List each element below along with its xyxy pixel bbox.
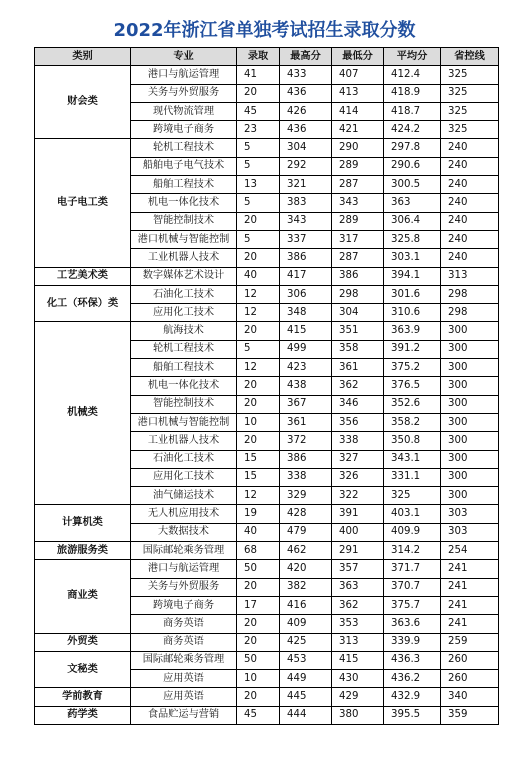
max-score-cell: 386 <box>280 450 332 468</box>
admitted-count-cell: 15 <box>237 468 280 486</box>
min-score-cell: 421 <box>332 121 384 139</box>
avg-score-cell: 363.9 <box>384 322 441 340</box>
max-score-cell: 337 <box>280 230 332 248</box>
min-score-cell: 415 <box>332 651 384 669</box>
max-score-cell: 329 <box>280 487 332 505</box>
admitted-count-cell: 12 <box>237 285 280 303</box>
avg-score-cell: 424.2 <box>384 121 441 139</box>
major-cell: 商务英语 <box>131 633 237 651</box>
avg-score-cell: 394.1 <box>384 267 441 285</box>
control-line-cell: 240 <box>441 230 499 248</box>
max-score-cell: 433 <box>280 66 332 84</box>
min-score-cell: 287 <box>332 176 384 194</box>
category-cell: 文秘类 <box>35 651 131 688</box>
admitted-count-cell: 40 <box>237 267 280 285</box>
max-score-cell: 386 <box>280 249 332 267</box>
control-line-cell: 300 <box>441 395 499 413</box>
max-score-cell: 361 <box>280 413 332 431</box>
min-score-cell: 298 <box>332 285 384 303</box>
major-cell: 关务与外贸服务 <box>131 84 237 102</box>
avg-score-cell: 436.2 <box>384 670 441 688</box>
min-score-cell: 414 <box>332 102 384 120</box>
avg-score-cell: 343.1 <box>384 450 441 468</box>
admitted-count-cell: 13 <box>237 176 280 194</box>
control-line-cell: 254 <box>441 542 499 560</box>
category-cell: 药学类 <box>35 706 131 724</box>
min-score-cell: 429 <box>332 688 384 706</box>
min-score-cell: 430 <box>332 670 384 688</box>
min-score-cell: 287 <box>332 249 384 267</box>
major-cell: 港口机械与智能控制 <box>131 230 237 248</box>
min-score-cell: 391 <box>332 505 384 523</box>
min-score-cell: 290 <box>332 139 384 157</box>
control-line-cell: 303 <box>441 523 499 541</box>
admitted-count-cell: 10 <box>237 670 280 688</box>
major-cell: 船舶工程技术 <box>131 359 237 377</box>
control-line-cell: 241 <box>441 615 499 633</box>
category-cell: 旅游服务类 <box>35 542 131 560</box>
major-cell: 石油化工技术 <box>131 285 237 303</box>
avg-score-cell: 350.8 <box>384 432 441 450</box>
major-cell: 应用英语 <box>131 670 237 688</box>
avg-score-cell: 339.9 <box>384 633 441 651</box>
max-score-cell: 444 <box>280 706 332 724</box>
category-cell: 学前教育 <box>35 688 131 706</box>
control-line-cell: 300 <box>441 468 499 486</box>
admitted-count-cell: 19 <box>237 505 280 523</box>
header-admitted: 录取 <box>237 48 280 66</box>
max-score-cell: 415 <box>280 322 332 340</box>
min-score-cell: 289 <box>332 212 384 230</box>
admitted-count-cell: 20 <box>237 249 280 267</box>
control-line-cell: 240 <box>441 176 499 194</box>
min-score-cell: 356 <box>332 413 384 431</box>
admitted-count-cell: 50 <box>237 560 280 578</box>
table-row <box>35 322 499 340</box>
max-score-cell: 462 <box>280 542 332 560</box>
min-score-cell: 357 <box>332 560 384 578</box>
admitted-count-cell: 20 <box>237 578 280 596</box>
max-score-cell: 436 <box>280 121 332 139</box>
major-cell: 港口机械与智能控制 <box>131 413 237 431</box>
admitted-count-cell: 68 <box>237 542 280 560</box>
table-row <box>35 505 499 523</box>
max-score-cell: 416 <box>280 596 332 614</box>
major-cell: 工业机器人技术 <box>131 432 237 450</box>
major-cell: 应用化工技术 <box>131 304 237 322</box>
control-line-cell: 300 <box>441 450 499 468</box>
category-cell: 商业类 <box>35 560 131 633</box>
control-line-cell: 298 <box>441 285 499 303</box>
avg-score-cell: 303.1 <box>384 249 441 267</box>
control-line-cell: 240 <box>441 249 499 267</box>
admitted-count-cell: 45 <box>237 706 280 724</box>
major-cell: 大数据技术 <box>131 523 237 541</box>
control-line-cell: 241 <box>441 560 499 578</box>
table-row <box>35 139 499 157</box>
min-score-cell: 291 <box>332 542 384 560</box>
avg-score-cell: 412.4 <box>384 66 441 84</box>
max-score-cell: 453 <box>280 651 332 669</box>
header-min-score: 最低分 <box>332 48 384 66</box>
max-score-cell: 438 <box>280 377 332 395</box>
control-line-cell: 240 <box>441 139 499 157</box>
category-cell: 化工（环保）类 <box>35 285 131 322</box>
control-line-cell: 313 <box>441 267 499 285</box>
admitted-count-cell: 12 <box>237 359 280 377</box>
control-line-cell: 300 <box>441 340 499 358</box>
major-cell: 应用化工技术 <box>131 468 237 486</box>
control-line-cell: 260 <box>441 651 499 669</box>
max-score-cell: 479 <box>280 523 332 541</box>
major-cell: 油气储运技术 <box>131 487 237 505</box>
avg-score-cell: 352.6 <box>384 395 441 413</box>
admitted-count-cell: 20 <box>237 395 280 413</box>
avg-score-cell: 325 <box>384 487 441 505</box>
major-cell: 机电一体化技术 <box>131 194 237 212</box>
max-score-cell: 382 <box>280 578 332 596</box>
category-cell: 机械类 <box>35 322 131 505</box>
header-avg-score: 平均分 <box>384 48 441 66</box>
major-cell: 无人机应用技术 <box>131 505 237 523</box>
control-line-cell: 240 <box>441 194 499 212</box>
major-cell: 跨境电子商务 <box>131 596 237 614</box>
major-cell: 国际邮轮乘务管理 <box>131 651 237 669</box>
table-body <box>35 66 499 725</box>
control-line-cell: 300 <box>441 322 499 340</box>
major-cell: 跨境电子商务 <box>131 121 237 139</box>
major-cell: 智能控制技术 <box>131 212 237 230</box>
control-line-cell: 241 <box>441 578 499 596</box>
major-cell: 轮机工程技术 <box>131 340 237 358</box>
min-score-cell: 343 <box>332 194 384 212</box>
max-score-cell: 423 <box>280 359 332 377</box>
table-row <box>35 651 499 669</box>
table-row <box>35 542 499 560</box>
major-cell: 轮机工程技术 <box>131 139 237 157</box>
max-score-cell: 292 <box>280 157 332 175</box>
control-line-cell: 303 <box>441 505 499 523</box>
max-score-cell: 338 <box>280 468 332 486</box>
min-score-cell: 327 <box>332 450 384 468</box>
major-cell: 石油化工技术 <box>131 450 237 468</box>
avg-score-cell: 363 <box>384 194 441 212</box>
avg-score-cell: 418.9 <box>384 84 441 102</box>
max-score-cell: 409 <box>280 615 332 633</box>
avg-score-cell: 371.7 <box>384 560 441 578</box>
avg-score-cell: 325.8 <box>384 230 441 248</box>
min-score-cell: 361 <box>332 359 384 377</box>
admitted-count-cell: 10 <box>237 413 280 431</box>
admitted-count-cell: 20 <box>237 615 280 633</box>
max-score-cell: 321 <box>280 176 332 194</box>
max-score-cell: 428 <box>280 505 332 523</box>
min-score-cell: 363 <box>332 578 384 596</box>
control-line-cell: 300 <box>441 432 499 450</box>
avg-score-cell: 436.3 <box>384 651 441 669</box>
admitted-count-cell: 20 <box>237 688 280 706</box>
admitted-count-cell: 12 <box>237 304 280 322</box>
control-line-cell: 325 <box>441 102 499 120</box>
avg-score-cell: 432.9 <box>384 688 441 706</box>
major-cell: 食品贮运与营销 <box>131 706 237 724</box>
control-line-cell: 240 <box>441 157 499 175</box>
admitted-count-cell: 5 <box>237 194 280 212</box>
admitted-count-cell: 5 <box>237 157 280 175</box>
max-score-cell: 343 <box>280 212 332 230</box>
admitted-count-cell: 20 <box>237 432 280 450</box>
max-score-cell: 426 <box>280 102 332 120</box>
max-score-cell: 449 <box>280 670 332 688</box>
admitted-count-cell: 5 <box>237 230 280 248</box>
table-row <box>35 285 499 303</box>
control-line-cell: 300 <box>441 377 499 395</box>
major-cell: 智能控制技术 <box>131 395 237 413</box>
control-line-cell: 300 <box>441 359 499 377</box>
table-row <box>35 267 499 285</box>
control-line-cell: 325 <box>441 121 499 139</box>
category-cell: 工艺美术类 <box>35 267 131 285</box>
avg-score-cell: 376.5 <box>384 377 441 395</box>
control-line-cell: 260 <box>441 670 499 688</box>
max-score-cell: 445 <box>280 688 332 706</box>
major-cell: 港口与航运管理 <box>131 560 237 578</box>
avg-score-cell: 306.4 <box>384 212 441 230</box>
header-category: 类别 <box>35 48 131 66</box>
category-cell: 计算机类 <box>35 505 131 542</box>
control-line-cell: 340 <box>441 688 499 706</box>
header-max-score: 最高分 <box>280 48 332 66</box>
admission-scores-table <box>34 47 499 725</box>
control-line-cell: 241 <box>441 596 499 614</box>
control-line-cell: 325 <box>441 66 499 84</box>
min-score-cell: 353 <box>332 615 384 633</box>
control-line-cell: 300 <box>441 487 499 505</box>
major-cell: 数字媒体艺术设计 <box>131 267 237 285</box>
major-cell: 现代物流管理 <box>131 102 237 120</box>
avg-score-cell: 391.2 <box>384 340 441 358</box>
header-major: 专业 <box>131 48 237 66</box>
table-row <box>35 633 499 651</box>
admitted-count-cell: 20 <box>237 212 280 230</box>
avg-score-cell: 300.5 <box>384 176 441 194</box>
avg-score-cell: 314.2 <box>384 542 441 560</box>
major-cell: 航海技术 <box>131 322 237 340</box>
major-cell: 关务与外贸服务 <box>131 578 237 596</box>
major-cell: 机电一体化技术 <box>131 377 237 395</box>
category-cell: 外贸类 <box>35 633 131 651</box>
major-cell: 国际邮轮乘务管理 <box>131 542 237 560</box>
admitted-count-cell: 5 <box>237 340 280 358</box>
min-score-cell: 289 <box>332 157 384 175</box>
max-score-cell: 383 <box>280 194 332 212</box>
min-score-cell: 362 <box>332 377 384 395</box>
table-row <box>35 560 499 578</box>
table-row <box>35 66 499 84</box>
avg-score-cell: 363.6 <box>384 615 441 633</box>
max-score-cell: 425 <box>280 633 332 651</box>
control-line-cell: 240 <box>441 212 499 230</box>
avg-score-cell: 358.2 <box>384 413 441 431</box>
avg-score-cell: 409.9 <box>384 523 441 541</box>
max-score-cell: 367 <box>280 395 332 413</box>
min-score-cell: 317 <box>332 230 384 248</box>
max-score-cell: 417 <box>280 267 332 285</box>
min-score-cell: 362 <box>332 596 384 614</box>
major-cell: 应用英语 <box>131 688 237 706</box>
control-line-cell: 298 <box>441 304 499 322</box>
major-cell: 工业机器人技术 <box>131 249 237 267</box>
max-score-cell: 499 <box>280 340 332 358</box>
category-cell: 电子电工类 <box>35 139 131 267</box>
avg-score-cell: 297.8 <box>384 139 441 157</box>
min-score-cell: 413 <box>332 84 384 102</box>
admitted-count-cell: 23 <box>237 121 280 139</box>
min-score-cell: 313 <box>332 633 384 651</box>
admitted-count-cell: 15 <box>237 450 280 468</box>
control-line-cell: 259 <box>441 633 499 651</box>
max-score-cell: 304 <box>280 139 332 157</box>
min-score-cell: 322 <box>332 487 384 505</box>
header-row <box>35 48 499 66</box>
max-score-cell: 420 <box>280 560 332 578</box>
min-score-cell: 326 <box>332 468 384 486</box>
avg-score-cell: 301.6 <box>384 285 441 303</box>
min-score-cell: 400 <box>332 523 384 541</box>
min-score-cell: 358 <box>332 340 384 358</box>
category-cell: 财会类 <box>35 66 131 139</box>
min-score-cell: 338 <box>332 432 384 450</box>
max-score-cell: 436 <box>280 84 332 102</box>
control-line-cell: 300 <box>441 413 499 431</box>
admitted-count-cell: 5 <box>237 139 280 157</box>
avg-score-cell: 403.1 <box>384 505 441 523</box>
admitted-count-cell: 20 <box>237 84 280 102</box>
admitted-count-cell: 20 <box>237 633 280 651</box>
page-title: 2022年浙江省单独考试招生录取分数 <box>113 20 416 41</box>
min-score-cell: 304 <box>332 304 384 322</box>
avg-score-cell: 418.7 <box>384 102 441 120</box>
admitted-count-cell: 50 <box>237 651 280 669</box>
admitted-count-cell: 45 <box>237 102 280 120</box>
min-score-cell: 351 <box>332 322 384 340</box>
min-score-cell: 346 <box>332 395 384 413</box>
table-row <box>35 706 499 724</box>
major-cell: 船舶电子电气技术 <box>131 157 237 175</box>
admitted-count-cell: 17 <box>237 596 280 614</box>
major-cell: 港口与航运管理 <box>131 66 237 84</box>
admitted-count-cell: 41 <box>237 66 280 84</box>
control-line-cell: 325 <box>441 84 499 102</box>
major-cell: 商务英语 <box>131 615 237 633</box>
admitted-count-cell: 12 <box>237 487 280 505</box>
max-score-cell: 372 <box>280 432 332 450</box>
max-score-cell: 348 <box>280 304 332 322</box>
admitted-count-cell: 40 <box>237 523 280 541</box>
min-score-cell: 380 <box>332 706 384 724</box>
max-score-cell: 306 <box>280 285 332 303</box>
avg-score-cell: 331.1 <box>384 468 441 486</box>
major-cell: 船舶工程技术 <box>131 176 237 194</box>
avg-score-cell: 375.7 <box>384 596 441 614</box>
admitted-count-cell: 20 <box>237 377 280 395</box>
avg-score-cell: 395.5 <box>384 706 441 724</box>
min-score-cell: 407 <box>332 66 384 84</box>
min-score-cell: 386 <box>332 267 384 285</box>
admitted-count-cell: 20 <box>237 322 280 340</box>
header-control-line: 省控线 <box>441 48 499 66</box>
control-line-cell: 359 <box>441 706 499 724</box>
table-row <box>35 688 499 706</box>
avg-score-cell: 290.6 <box>384 157 441 175</box>
avg-score-cell: 310.6 <box>384 304 441 322</box>
avg-score-cell: 370.7 <box>384 578 441 596</box>
avg-score-cell: 375.2 <box>384 359 441 377</box>
